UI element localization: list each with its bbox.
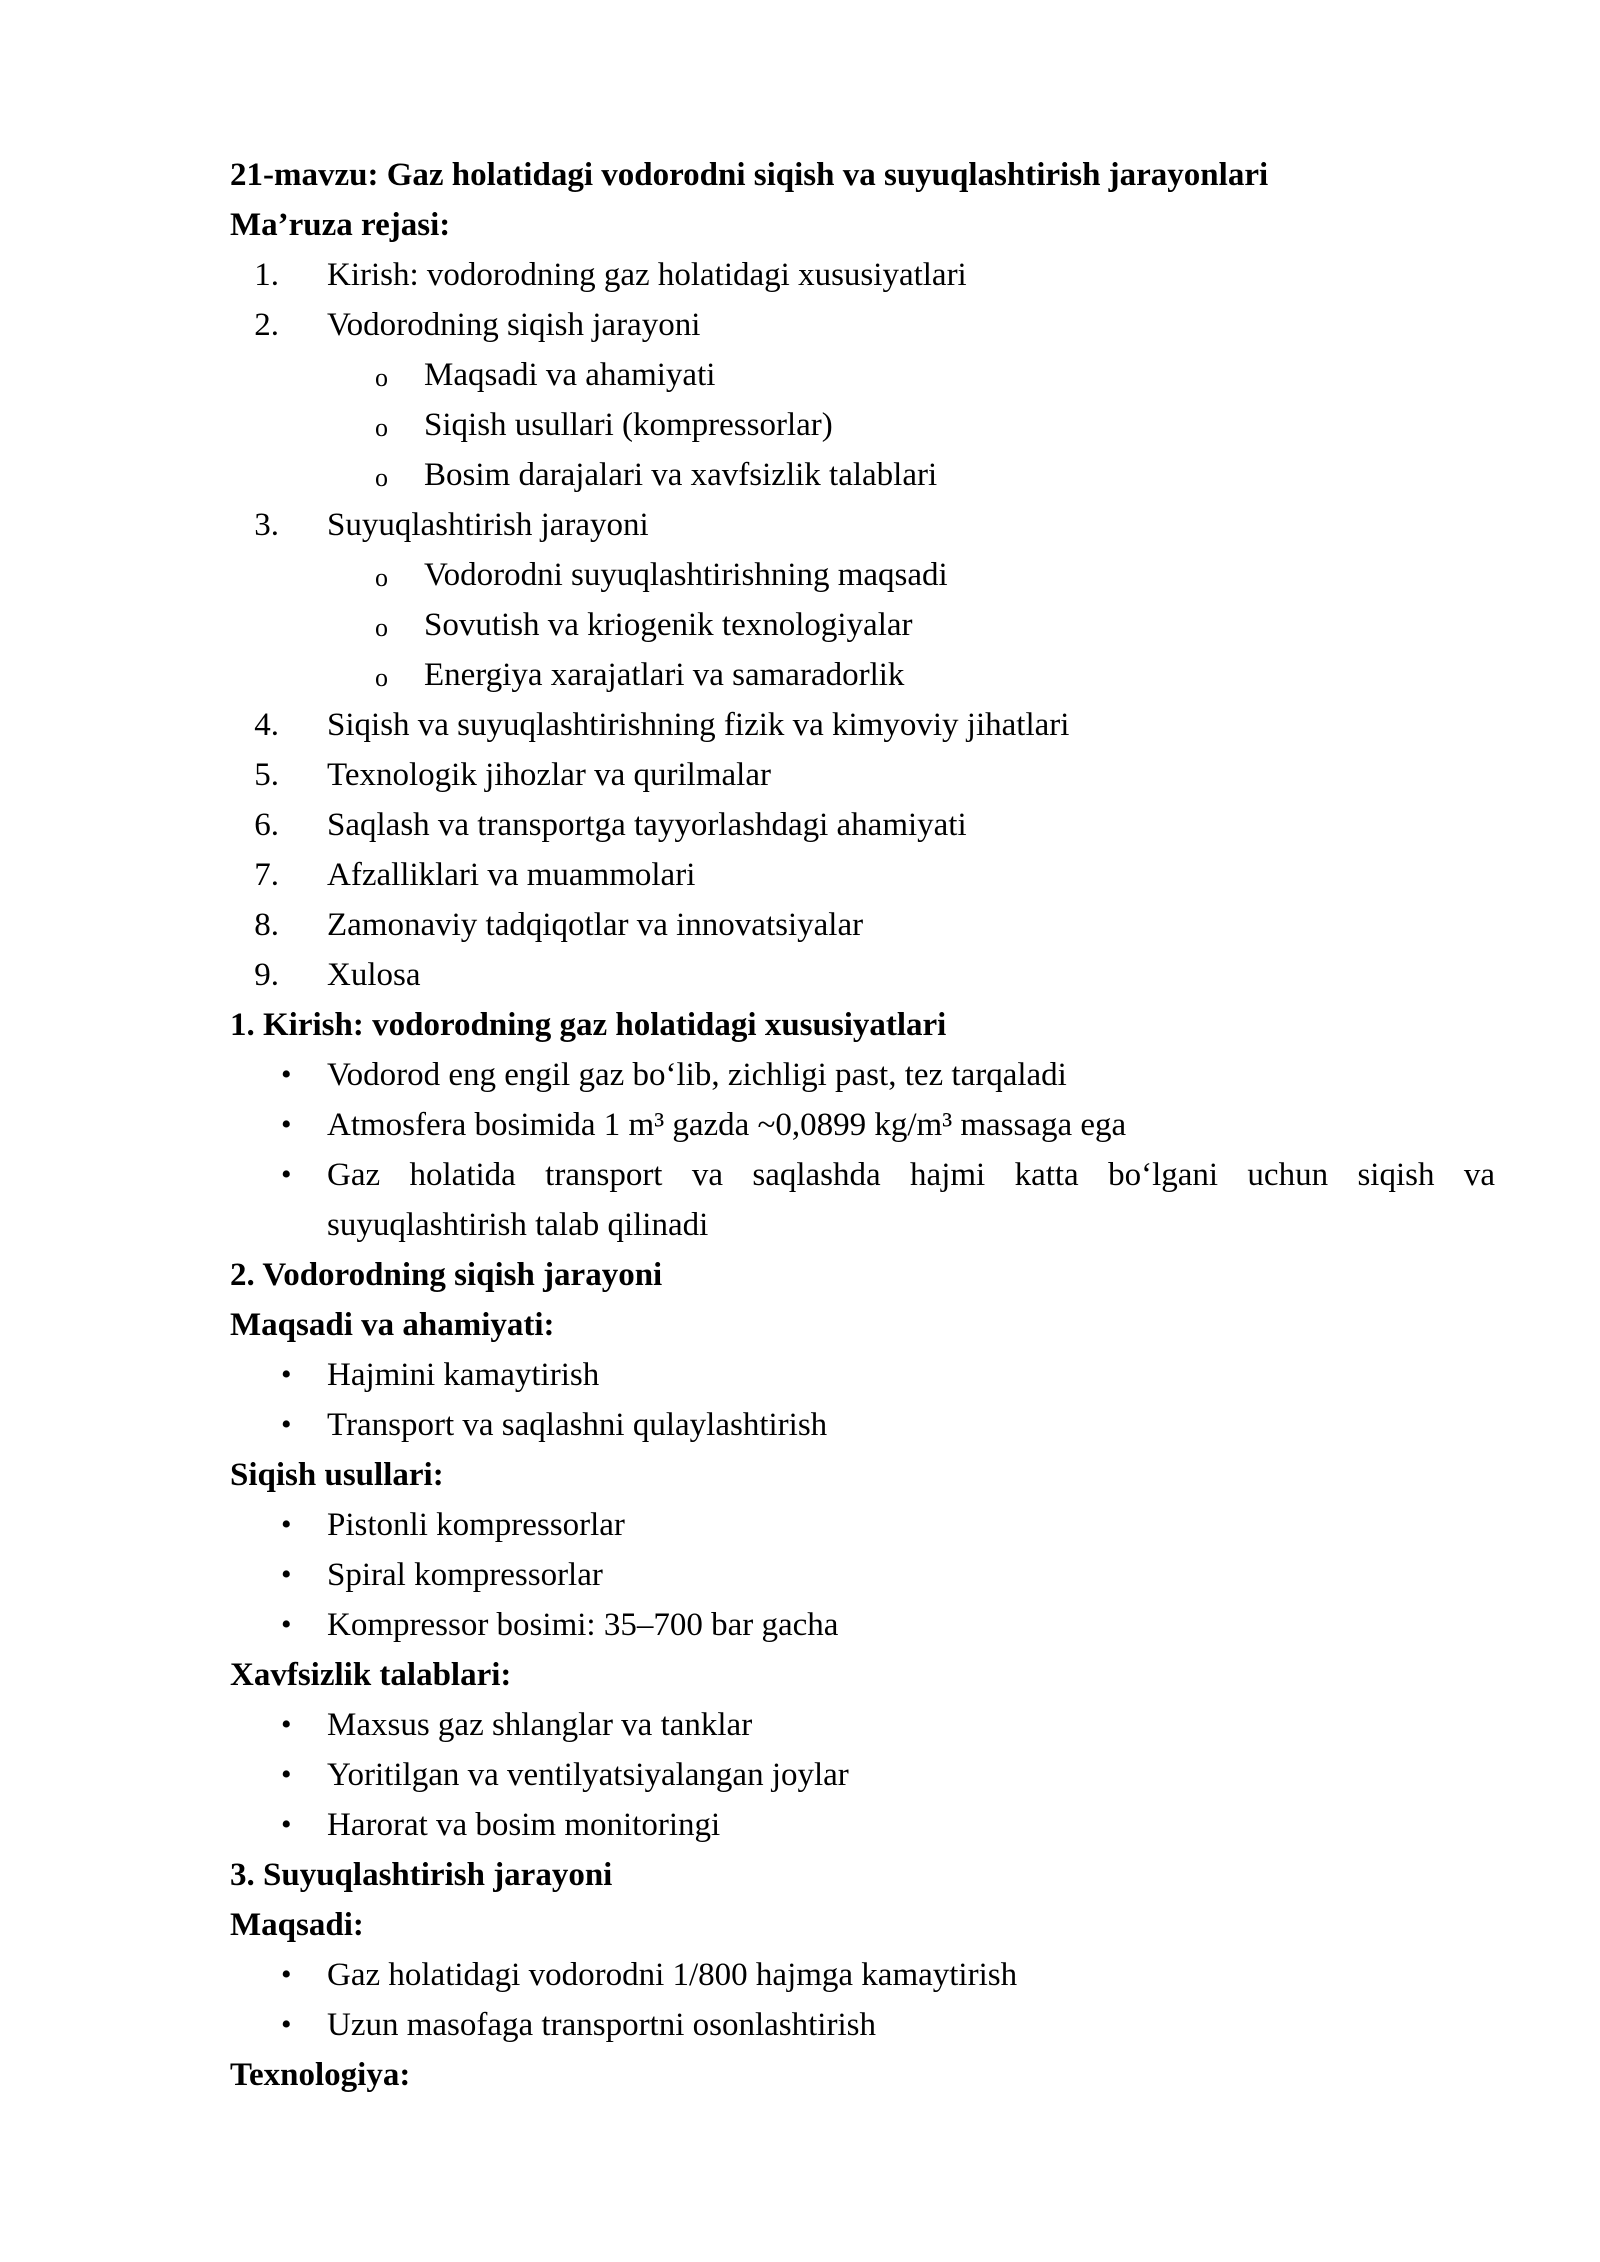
- bullet-item: [230, 1750, 1495, 1800]
- plan-subitem-text: Maqsadi va ahamiyati: [424, 357, 716, 393]
- plan-item: [230, 700, 1495, 750]
- circle-bullet-icon: o: [375, 613, 388, 642]
- bullet-icon: •: [281, 1158, 292, 1191]
- plan-item-text: Saqlash va transportga tayyorlashdagi ahamiyati: [327, 807, 967, 843]
- plan-item-text: Xulosa: [327, 957, 421, 993]
- bullet-text: Harorat va bosim monitoringi: [327, 1807, 721, 1843]
- plan-item: [230, 250, 1495, 300]
- plan-subitem: [230, 400, 1495, 450]
- bullet-text: Spiral kompressorlar: [327, 1557, 603, 1593]
- section-heading: 3. Suyuqlashtirish jarayoni: [230, 1857, 613, 1893]
- plan-subitem-text: Siqish usullari (kompressorlar): [424, 407, 833, 443]
- plan-item-text: Zamonaviy tadqiqotlar va innovatsiyalar: [327, 907, 864, 943]
- plan-item-number: 1.: [254, 257, 279, 293]
- plan-subitem: [230, 550, 1495, 600]
- plan-item-text: Afzalliklari va muammolari: [327, 857, 696, 893]
- plan-subitem-text: Sovutish va kriogenik texnologiyalar: [424, 607, 913, 643]
- page-title: 21-mavzu: Gaz holatidagi vodorodni siqish va suyuqlashtirish jarayonlari: [230, 157, 1269, 193]
- subsection-heading: Siqish usullari:: [230, 1457, 444, 1493]
- subsection-heading: Texnologiya:: [230, 2057, 411, 2093]
- plan-item-number: 4.: [254, 707, 279, 743]
- plan-item: [230, 500, 1495, 550]
- circle-bullet-icon: o: [375, 413, 388, 442]
- bullet-item: [230, 1050, 1495, 1100]
- bullet-text: Hajmini kamaytirish: [327, 1357, 600, 1393]
- bullet-text: Pistonli kompressorlar: [327, 1507, 625, 1543]
- bullet-item: [230, 1100, 1495, 1150]
- bullet-item: [230, 1350, 1495, 1400]
- bullet-text: Uzun masofaga transportni osonlashtirish: [327, 2007, 876, 2043]
- bullet-icon: •: [281, 1708, 292, 1741]
- plan-subitem: [230, 650, 1495, 700]
- bullet-icon: •: [281, 1958, 292, 1991]
- bullet-item: [230, 1950, 1495, 2000]
- circle-bullet-icon: o: [375, 463, 388, 492]
- plan-item-number: 9.: [254, 957, 279, 993]
- bullet-text: Kompressor bosimi: 35–700 bar gacha: [327, 1607, 839, 1643]
- plan-item: [230, 800, 1495, 850]
- bullet-item: [230, 1400, 1495, 1450]
- bullet-item: [230, 1550, 1495, 1600]
- circle-bullet-icon: o: [375, 663, 388, 692]
- plan-subitem: [230, 600, 1495, 650]
- bullet-text: Atmosfera bosimida 1 m³ gazda ~0,0899 kg/m³ massaga ega: [327, 1107, 1127, 1143]
- bullet-icon: •: [281, 1758, 292, 1791]
- bullet-icon: •: [281, 1508, 292, 1541]
- bullet-item: [230, 1150, 1495, 1250]
- bullet-text: Maxsus gaz shlanglar va tanklar: [327, 1707, 753, 1743]
- bullet-icon: •: [281, 1608, 292, 1641]
- bullet-item: [230, 2000, 1495, 2050]
- plan-item-number: 3.: [254, 507, 279, 543]
- bullet-text-line: suyuqlashtirish talab qilinadi: [327, 1207, 709, 1243]
- bullet-item: [230, 1700, 1495, 1750]
- bullet-text: Vodorod eng engil gaz bo‘lib, zichligi past, tez tarqaladi: [327, 1057, 1067, 1093]
- plan-item: [230, 300, 1495, 350]
- bullet-text-line: Gaz holatida transport va saqlashda hajmi katta bo‘lgani uchun siqish va: [327, 1157, 1495, 1193]
- plan-item-text: Vodorodning siqish jarayoni: [327, 307, 701, 343]
- bullet-icon: •: [281, 1108, 292, 1141]
- document-page: [230, 150, 1495, 2100]
- plan-item-text: Kirish: vodorodning gaz holatidagi xususiyatlari: [327, 257, 967, 293]
- section-heading: 2. Vodorodning siqish jarayoni: [230, 1257, 663, 1293]
- plan-item: [230, 950, 1495, 1000]
- plan-item-number: 8.: [254, 907, 279, 943]
- bullet-text: Gaz holatidagi vodorodni 1/800 hajmga kamaytirish: [327, 1957, 1018, 1993]
- bullet-icon: •: [281, 1058, 292, 1091]
- bullet-item: [230, 1600, 1495, 1650]
- subsection-heading: Maqsadi:: [230, 1907, 364, 1943]
- bullet-item: [230, 1500, 1495, 1550]
- bullet-icon: •: [281, 1408, 292, 1441]
- bullet-text: [327, 1150, 1495, 1250]
- plan-item: [230, 850, 1495, 900]
- bullet-icon: •: [281, 2008, 292, 2041]
- subsection-heading: Xavfsizlik talablari:: [230, 1657, 512, 1693]
- plan-subitem: [230, 450, 1495, 500]
- bullet-icon: •: [281, 1558, 292, 1591]
- plan-item-number: 5.: [254, 757, 279, 793]
- bullet-item: [230, 1800, 1495, 1850]
- subsection-heading: Maqsadi va ahamiyati:: [230, 1307, 555, 1343]
- plan-item-text: Suyuqlashtirish jarayoni: [327, 507, 649, 543]
- plan-item-number: 6.: [254, 807, 279, 843]
- plan-subitem: [230, 350, 1495, 400]
- bullet-text: Yoritilgan va ventilyatsiyalangan joylar: [327, 1757, 849, 1793]
- bullet-icon: •: [281, 1808, 292, 1841]
- plan-item-number: 7.: [254, 857, 279, 893]
- bullet-text: Transport va saqlashni qulaylashtirish: [327, 1407, 828, 1443]
- plan-item-text: Texnologik jihozlar va qurilmalar: [327, 757, 771, 793]
- plan-subitem-text: Vodorodni suyuqlashtirishning maqsadi: [424, 557, 948, 593]
- plan-item-text: Siqish va suyuqlashtirishning fizik va kimyoviy jihatlari: [327, 707, 1070, 743]
- section-heading: 1. Kirish: vodorodning gaz holatidagi xususiyatlari: [230, 1007, 947, 1043]
- plan-subitem-text: Energiya xarajatlari va samaradorlik: [424, 657, 905, 693]
- plan-heading: Ma’ruza rejasi:: [230, 207, 451, 243]
- plan-item: [230, 900, 1495, 950]
- circle-bullet-icon: o: [375, 363, 388, 392]
- circle-bullet-icon: o: [375, 563, 388, 592]
- plan-subitem-text: Bosim darajalari va xavfsizlik talablari: [424, 457, 938, 493]
- bullet-icon: •: [281, 1358, 292, 1391]
- plan-item-number: 2.: [254, 307, 279, 343]
- plan-item: [230, 750, 1495, 800]
